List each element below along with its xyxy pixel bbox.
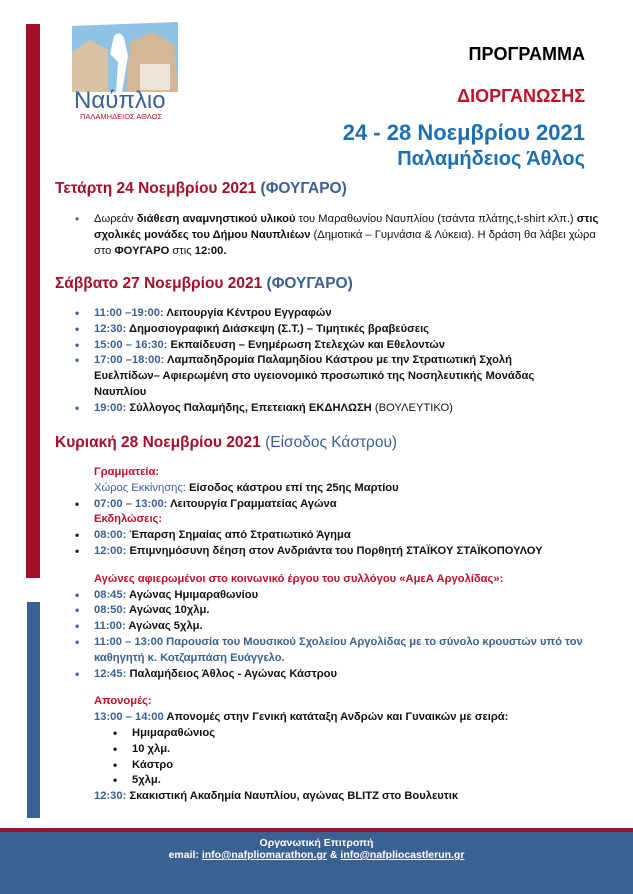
- day2-heading: [55, 275, 353, 293]
- committee-label: Οργανωτική Επιτροπή: [259, 837, 374, 849]
- title-program: ΠΡΟΓΡΑΜΜΑ: [468, 44, 585, 64]
- list-item: • 08:45: Αγώνας Ημιμαραθωνίου: [75, 588, 605, 604]
- day3-list: Γραμματεία: Χώρος Εκκίνησης: Είσοδος κάστρου επί της 25ης Μαρτίου • 07:00 – 13:00: Λειτουργία Γραμματείας Αγώνα Εκδηλώσεις: • 08:00: Έπαρση Σημαίας από Στρατιωτικό Άγημα • 12:00: Επιμνημόσυνη δέηση στον Ανδριάντα του Πορθητή ΣΤΑΪΚΟΥ ΣΤΑΪΚΟΠΟΥΛΟΥ Αγώνες αφιερωμένοι στο κοινωνικό έργου του συλλόγου «ΑμεΑ Αργολίδας»: • 08:45: Αγώνας Ημιμαραθωνίου • 08:50: Αγώνας 10χλμ. • 11:00: Αγώνας 5χλμ. • 11:00 – 13:00 Παρουσία του Μουσικού Σχολείου Αργολίδας με το σύνολο κρουστών υπό τον καθηγητή κ. Κοτζαμπάση Ευάγγελο. • 12:45: Παλαμήδειος Άθλος - Αγώνας Κάστρου Απονομές: 13:00 – 14:00 Απονομές στην Γενική κατάταξη Ανδρών και Γυναικών με σειρά: • Ημιμαραθώνιος • 10 χλμ. • Κάστρο • 5χλμ. 12:30: Σκακιστική Ακαδημία Ναυπλίου, αγώνας BLITZ στο Βουλευτικ: [75, 465, 605, 805]
- awards-label: Απονομές:: [94, 695, 152, 708]
- list-item: • 12:45: Παλαμήδειος Άθλος - Αγώνας Κάστρου: [75, 667, 605, 683]
- footer: Οργανωτική Επιτροπή email: info@nafpliomarathon.gr & info@nafpliocastlerun.gr: [0, 828, 633, 894]
- day3-date: Κυριακή 28 Νοεμβρίου 2021: [55, 434, 261, 451]
- list-item: • 11:00: Αγώνας 5χλμ.: [75, 619, 605, 635]
- red-side-bar: [26, 24, 40, 578]
- day3-location: (Είσοδος Κάστρου): [265, 434, 398, 451]
- list-item: • 12:30: Δημοσιογραφική Διάσκεψη (Σ.Τ.) – Τιμητικές βραβεύσεις: [75, 322, 555, 338]
- list-item: • 07:00 – 13:00: Λειτουργία Γραμματείας Αγώνα: [75, 497, 605, 513]
- email-link-marathon[interactable]: info@nafpliomarathon.gr: [201, 849, 327, 861]
- svg-text:ΠΑΛΑΜΗΔΕΙΟΣ ΑΘΛΟΣ: ΠΑΛΑΜΗΔΕΙΟΣ ΑΘΛΟΣ: [80, 112, 163, 121]
- list-item: • 5χλμ.: [113, 773, 605, 789]
- list-item: • Δωρεάν διάθεση αναμνηστικού υλικού του Μαραθωνίου Ναυπλίου (τσάντα πλάτης,t-shirt κλπ.) στις σχολικές μονάδες του Δήμου Ναυπλιέων (Δημοτικά – Γυμνάσια & Λύκεια). Η δράση θα λάβει χώρα στο ΦΟΥΓΑΡΟ στις 12:00.: [75, 212, 615, 259]
- day1-list: [75, 212, 615, 259]
- start-value: Είσοδος κάστρου επί της 25ης Μαρτίου: [185, 481, 399, 494]
- list-item: • Ημιμαραθώνιος: [113, 726, 605, 742]
- list-item: • 11:00 – 13:00 Παρουσία του Μουσικού Σχολείου Αργολίδας με το σύνολο κρουστών υπό τον καθηγητή κ. Κοτζαμπάση Ευάγγελο.: [75, 635, 605, 667]
- day2-list: [75, 306, 555, 417]
- event-dates: 24 - 28 Νοεμβρίου 2021: [342, 120, 585, 145]
- event-logo: [70, 22, 182, 122]
- blue-side-bar: [27, 602, 40, 818]
- day1-location: (ΦΟΥΓΑΡΟ): [260, 180, 347, 197]
- list-item: • 19:00: Σύλλογος Παλαμήδης, Επετειακή ΕΚΔΗΛΩΣΗ (ΒΟΥΛΕΥΤΙΚΟ): [75, 401, 555, 417]
- logo-image: [70, 22, 182, 122]
- list-item: • 15:00 – 16:30: Εκπαίδευση – Ενημέρωση Στελεχών και Εθελοντών: [75, 338, 555, 354]
- email-label: email:: [168, 849, 202, 861]
- races-label: Αγώνες αφιερωμένοι στο κοινωνικό έργου του συλλόγου «ΑμεΑ Αργολίδας»:: [94, 572, 504, 585]
- list-item: • 08:00: Έπαρση Σημαίας από Στρατιωτικό Άγημα: [75, 528, 605, 544]
- email-link-castlerun[interactable]: info@nafpliocastlerun.gr: [340, 849, 465, 861]
- day2-date: Σάββατο 27 Νοεμβρίου 2021: [55, 275, 263, 292]
- start-label: Χώρος Εκκίνησης:: [94, 481, 186, 494]
- day2-location: (ΦΟΥΓΑΡΟ): [266, 275, 353, 292]
- secretariat-label: Γραμματεία:: [94, 466, 160, 478]
- list-item: • Κάστρο: [113, 758, 605, 774]
- list-item: • 10 χλμ.: [113, 742, 605, 758]
- list-item: • 12:00: Επιμνημόσυνη δέηση στον Ανδριάντα του Πορθητή ΣΤΑΪΚΟΥ ΣΤΑΪΚΟΠΟΥΛΟΥ: [75, 544, 605, 560]
- day1-heading: [55, 180, 347, 198]
- list-item: • 11:00 –19:00: Λειτουργία Κέντρου Εγγραφών: [75, 306, 555, 322]
- event-name: Παλαμήδειος Άθλος: [397, 148, 585, 170]
- events-label: Εκδηλώσεις:: [94, 513, 163, 526]
- day1-date: Τετάρτη 24 Νοεμβρίου 2021: [55, 180, 257, 197]
- list-item: • 17:00 –18:00: Λαμπαδηδρομία Παλαμηδίου Κάστρου με την Στρατιωτική Σχολή Ευελπίδων– Αφιερωμένη στο υγειονομικό προσωπικό της Νοσηλευτικής Μονάδας Ναυπλίου: [75, 353, 555, 400]
- svg-text:Ναύπλιο: Ναύπλιο: [74, 87, 166, 114]
- day3-heading: [55, 434, 397, 452]
- title-organization: ΔΙΟΡΓΑΝΩΣΗΣ: [457, 86, 585, 106]
- list-item: • 08:50: Αγώνας 10χλμ.: [75, 603, 605, 619]
